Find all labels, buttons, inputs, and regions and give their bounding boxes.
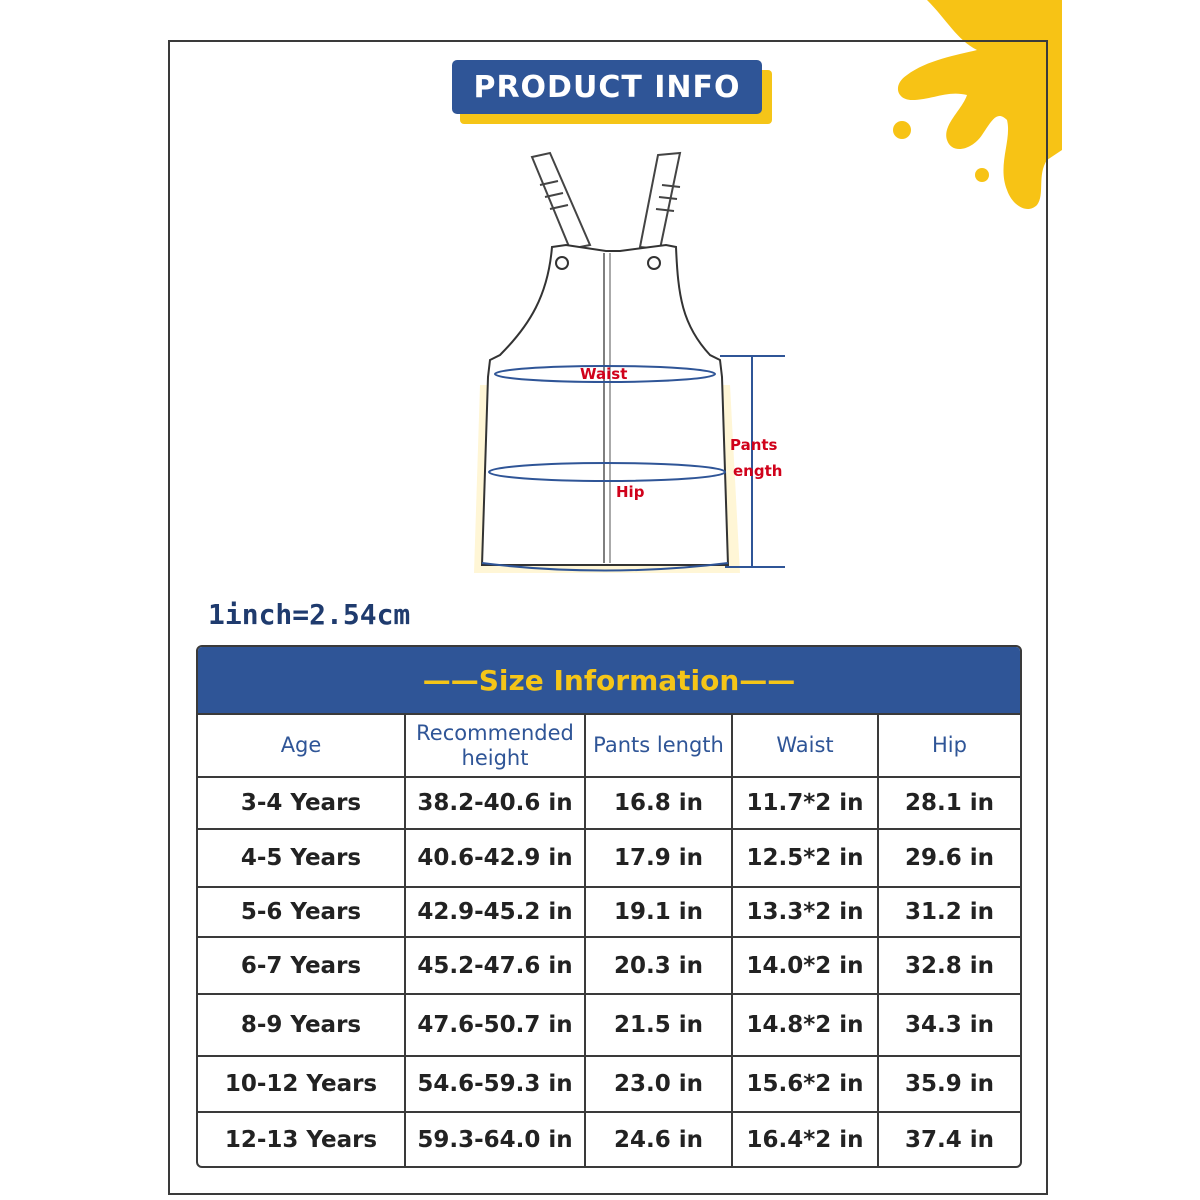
dress-diagram — [470, 145, 800, 585]
cell-hip: 37.4 in — [878, 1112, 1020, 1166]
left-button — [556, 257, 568, 269]
cell-hip: 32.8 in — [878, 937, 1020, 994]
cell-pants-length: 21.5 in — [585, 994, 732, 1056]
cell-height: 40.6-42.9 in — [405, 829, 585, 887]
dress-outline — [482, 245, 728, 565]
table-row — [198, 777, 1020, 829]
cell-age: 12-13 Years — [198, 1112, 405, 1166]
cell-hip: 28.1 in — [878, 777, 1020, 829]
table-row — [198, 1056, 1020, 1112]
size-table — [196, 645, 1022, 1168]
cell-age: 5-6 Years — [198, 887, 405, 937]
cell-pants-length: 24.6 in — [585, 1112, 732, 1166]
cell-age: 6-7 Years — [198, 937, 405, 994]
cell-waist: 16.4*2 in — [732, 1112, 878, 1166]
page-title: PRODUCT INFO — [452, 60, 762, 114]
hip-label: Hip — [616, 483, 645, 501]
column-header-pants-length: Pants length — [585, 715, 732, 777]
cell-height: 59.3-64.0 in — [405, 1112, 585, 1166]
cell-age: 3-4 Years — [198, 777, 405, 829]
cell-height: 47.6-50.7 in — [405, 994, 585, 1056]
cell-height: 54.6-59.3 in — [405, 1056, 585, 1112]
table-row — [198, 1112, 1020, 1166]
cell-waist: 14.8*2 in — [732, 994, 878, 1056]
cell-hip: 35.9 in — [878, 1056, 1020, 1112]
size-grid — [198, 715, 1020, 1166]
column-header-age: Age — [198, 715, 405, 777]
cell-pants-length: 20.3 in — [585, 937, 732, 994]
cell-waist: 12.5*2 in — [732, 829, 878, 887]
pants-length-label-line1: Pants — [730, 436, 778, 454]
cell-pants-length: 23.0 in — [585, 1056, 732, 1112]
cell-age: 8-9 Years — [198, 994, 405, 1056]
cell-waist: 14.0*2 in — [732, 937, 878, 994]
cell-age: 4-5 Years — [198, 829, 405, 887]
table-header-row — [198, 715, 1020, 777]
right-button — [648, 257, 660, 269]
left-strap — [532, 153, 590, 249]
table-row — [198, 994, 1020, 1056]
table-row — [198, 887, 1020, 937]
cell-pants-length: 17.9 in — [585, 829, 732, 887]
pants-length-label-line2: ength — [733, 462, 783, 480]
cell-height: 42.9-45.2 in — [405, 887, 585, 937]
size-table-heading: ——Size Information—— — [198, 647, 1020, 715]
cell-waist: 13.3*2 in — [732, 887, 878, 937]
cell-height: 45.2-47.6 in — [405, 937, 585, 994]
table-row — [198, 937, 1020, 994]
cell-age: 10-12 Years — [198, 1056, 405, 1112]
column-header-waist: Waist — [732, 715, 878, 777]
cell-height: 38.2-40.6 in — [405, 777, 585, 829]
cell-hip: 29.6 in — [878, 829, 1020, 887]
cell-waist: 15.6*2 in — [732, 1056, 878, 1112]
column-header-recommended-height: Recommended height — [405, 715, 585, 777]
right-strap — [640, 153, 680, 249]
table-row — [198, 829, 1020, 887]
cell-pants-length: 16.8 in — [585, 777, 732, 829]
unit-conversion-note: 1inch=2.54cm — [208, 598, 411, 631]
cell-waist: 11.7*2 in — [732, 777, 878, 829]
waist-label: Waist — [580, 365, 628, 383]
cell-hip: 31.2 in — [878, 887, 1020, 937]
column-header-hip: Hip — [878, 715, 1020, 777]
cell-hip: 34.3 in — [878, 994, 1020, 1056]
cell-pants-length: 19.1 in — [585, 887, 732, 937]
